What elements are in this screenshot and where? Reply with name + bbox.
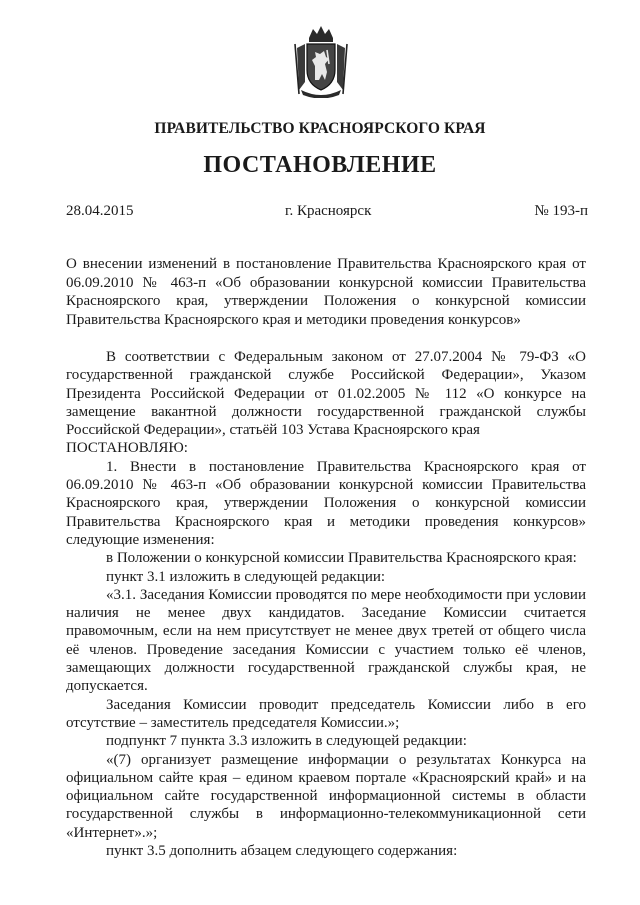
- body-paragraph: Заседания Комиссии проводит председатель Комиссии либо в его отсутствие – заместитель председателя Комиссии.»;: [66, 696, 586, 731]
- document-type-title: ПОСТАНОВЛЕНИЕ: [203, 152, 437, 178]
- document-date: 28.04.2015: [66, 203, 134, 219]
- document-body: [66, 348, 586, 860]
- organization-title: ПРАВИТЕЛЬСТВО КРАСНОЯРСКОГО КРАЯ: [154, 120, 486, 137]
- coat-of-arms-icon: [291, 24, 351, 98]
- document-city: г. Красноярск: [285, 203, 372, 219]
- body-paragraph: В соответствии с Федеральным законом от 27.07.2004 № 79-ФЗ «О государственной гражданской службе Российской Федерации», Указом Президента Российской Федерации от 01.02.2005 № 112 «О конкурсе на замещение вакантной должности государственной гражданской службы Российской Федерации», статьёй 103 Устава Красноярского края: [66, 349, 586, 439]
- body-paragraph: в Положении о конкурсной комиссии Правительства Красноярского края:: [106, 550, 577, 567]
- body-paragraph: пункт 3.5 дополнить абзацем следующего содержания:: [106, 843, 458, 860]
- body-paragraph: подпункт 7 пункта 3.3 изложить в следующей редакции:: [106, 733, 467, 750]
- subject-text: О внесении изменений в постановление Правительства Красноярского края от 06.09.2010 № 463-п «Об образовании конкурсной комиссии Правительства Красноярского края, утверждении Положения о конкурсной комиссии Правительства Красноярского края и методики проведения конкурсов»: [66, 256, 586, 328]
- body-paragraph: «3.1. Заседания Комиссии проводятся по мере необходимости при условии наличия не менее двух кандидатов. Заседание Комиссии считается правомочным, если на нем присутствует не менее двух третей от общего числа её членов. Проведение заседания Комиссии с участием только её членов, замещающих должности государственной гражданской службы края, не допускается.: [66, 586, 586, 695]
- body-paragraph: 1. Внести в постановление Правительства Красноярского края от 06.09.2010 № 463-п «Об образовании конкурсной комиссии Правительства Красноярского края, утверждении Положения о конкурсной комиссии Правительства Красноярского края и методики проведения конкурсов» следующие изменения:: [66, 458, 586, 548]
- body-paragraph: пункт 3.1 изложить в следующей редакции:: [106, 568, 386, 585]
- document-subject: [66, 255, 586, 329]
- body-paragraph: «(7) организует размещение информации о результатах Конкурса на официальном сайте края – едином краевом портале «Красноярский край» и на официальном сайте государственной информационной системы в области государственной службы в информационно-телекоммуникационной сети «Интернет».»;: [66, 751, 586, 841]
- body-paragraph: ПОСТАНОВЛЯЮ:: [66, 440, 188, 457]
- document-number: № 193-п: [534, 203, 588, 219]
